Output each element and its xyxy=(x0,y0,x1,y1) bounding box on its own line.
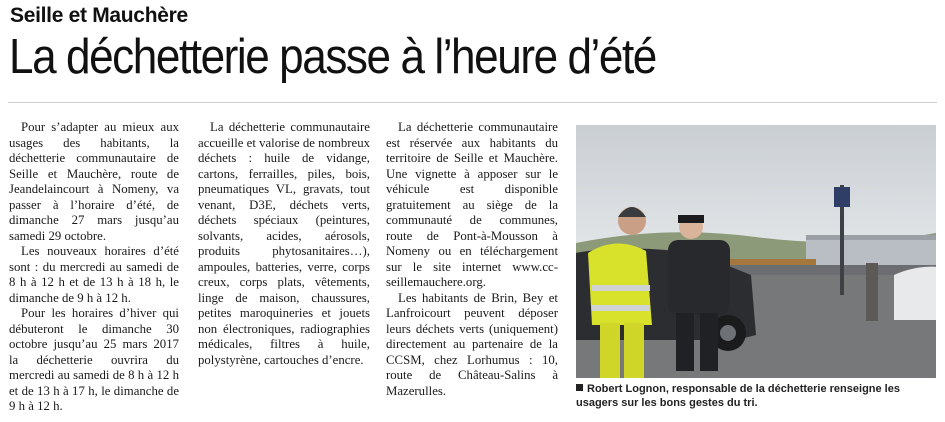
text-column-3 xyxy=(386,120,558,399)
sign xyxy=(834,187,850,207)
man-dark-jacket xyxy=(668,240,730,315)
photo-caption xyxy=(576,382,938,410)
paragraph: Les habitants de Brin, Bey et Lanfroicourt peuvent déposer leurs déchets verts (uniquement) directement au partenaire de la CCSM, chez Lorhumus : 10, route de Château-Salins à Mazerulles. xyxy=(386,290,558,398)
header-rule xyxy=(8,102,937,103)
paragraph: Les nouveaux horaires d’été sont : du mercredi au samedi de 8 h à 12 h et de 13 h à 18 h, le dimanche de 9 h à 12 h. xyxy=(9,244,179,305)
photo-illustration xyxy=(576,125,936,378)
reflective-stripe xyxy=(592,305,650,311)
car-hubcap xyxy=(720,325,736,341)
paragraph: La déchetterie communautaire est réservée aux habitants du territoire de Seille et Mauchère. Une vignette à apposer sur le véhicule est disponible gratuitement au siège de la communauté de communes, route de Pont-à-Mousson à Nomeny ou en téléchargement sur le site internet www.cc-seillemauchere.org. xyxy=(386,120,558,289)
background-person xyxy=(866,263,878,321)
worker-legs xyxy=(624,323,644,378)
article-photo xyxy=(576,125,936,378)
man-dark-legs xyxy=(700,313,718,371)
paragraph: Pour les horaires d’hiver qui débuteront le dimanche 30 octobre jusqu’au 25 mars 2017 la déchetterie ouvrira du mercredi au samedi de 8 h à 12 h et de 13 h à 17 h, le dimanche de 9 h à 12 h. xyxy=(9,306,179,413)
worker-hi-vis-jacket xyxy=(588,243,652,325)
caption-text: Robert Lognon, responsable de la déchetterie renseigne les usagers sur les bons gestes du tri. xyxy=(576,383,900,409)
worker-legs xyxy=(600,323,620,378)
text-column-2 xyxy=(198,120,370,368)
caption-square-icon xyxy=(576,384,583,391)
white-car xyxy=(894,267,936,320)
article-headline: La déchetterie passe à l’heure d’été xyxy=(9,30,656,84)
paragraph: Pour s’adapter au mieux aux usages des habitants, la déchetterie communautaire de Seille et Mauchère, route de Jeandelaincourt à Nomeny, va passer à l’horaire d’été, de dimanche 27 mars jusqu’au samedi 29 octobre. xyxy=(9,120,179,243)
article-kicker: Seille et Mauchère xyxy=(10,4,188,27)
reflective-stripe xyxy=(592,285,650,291)
building-roof xyxy=(806,235,936,240)
man-dark-cap xyxy=(678,215,704,223)
text-column-1 xyxy=(9,120,179,415)
paragraph: La déchetterie communautaire accueille et valorise de nombreux déchets : huile de vidange, cartons, ferrailles, piles, bois, pneumatiques VL, gravats, tout venant, D3E, déchets verts, déchets spéciaux (peintures, solvants, acides, aérosols, produits phytosanitaires…), ampoules, batteries, verre, corps creux, corps plats, vêtements, linge de maison, chaussures, petites maroquineries et jouets non électroniques, radiographies médicales, filtres à huile, polystyrène, cartouches d’encre. xyxy=(198,120,370,367)
man-dark-legs xyxy=(676,313,694,371)
